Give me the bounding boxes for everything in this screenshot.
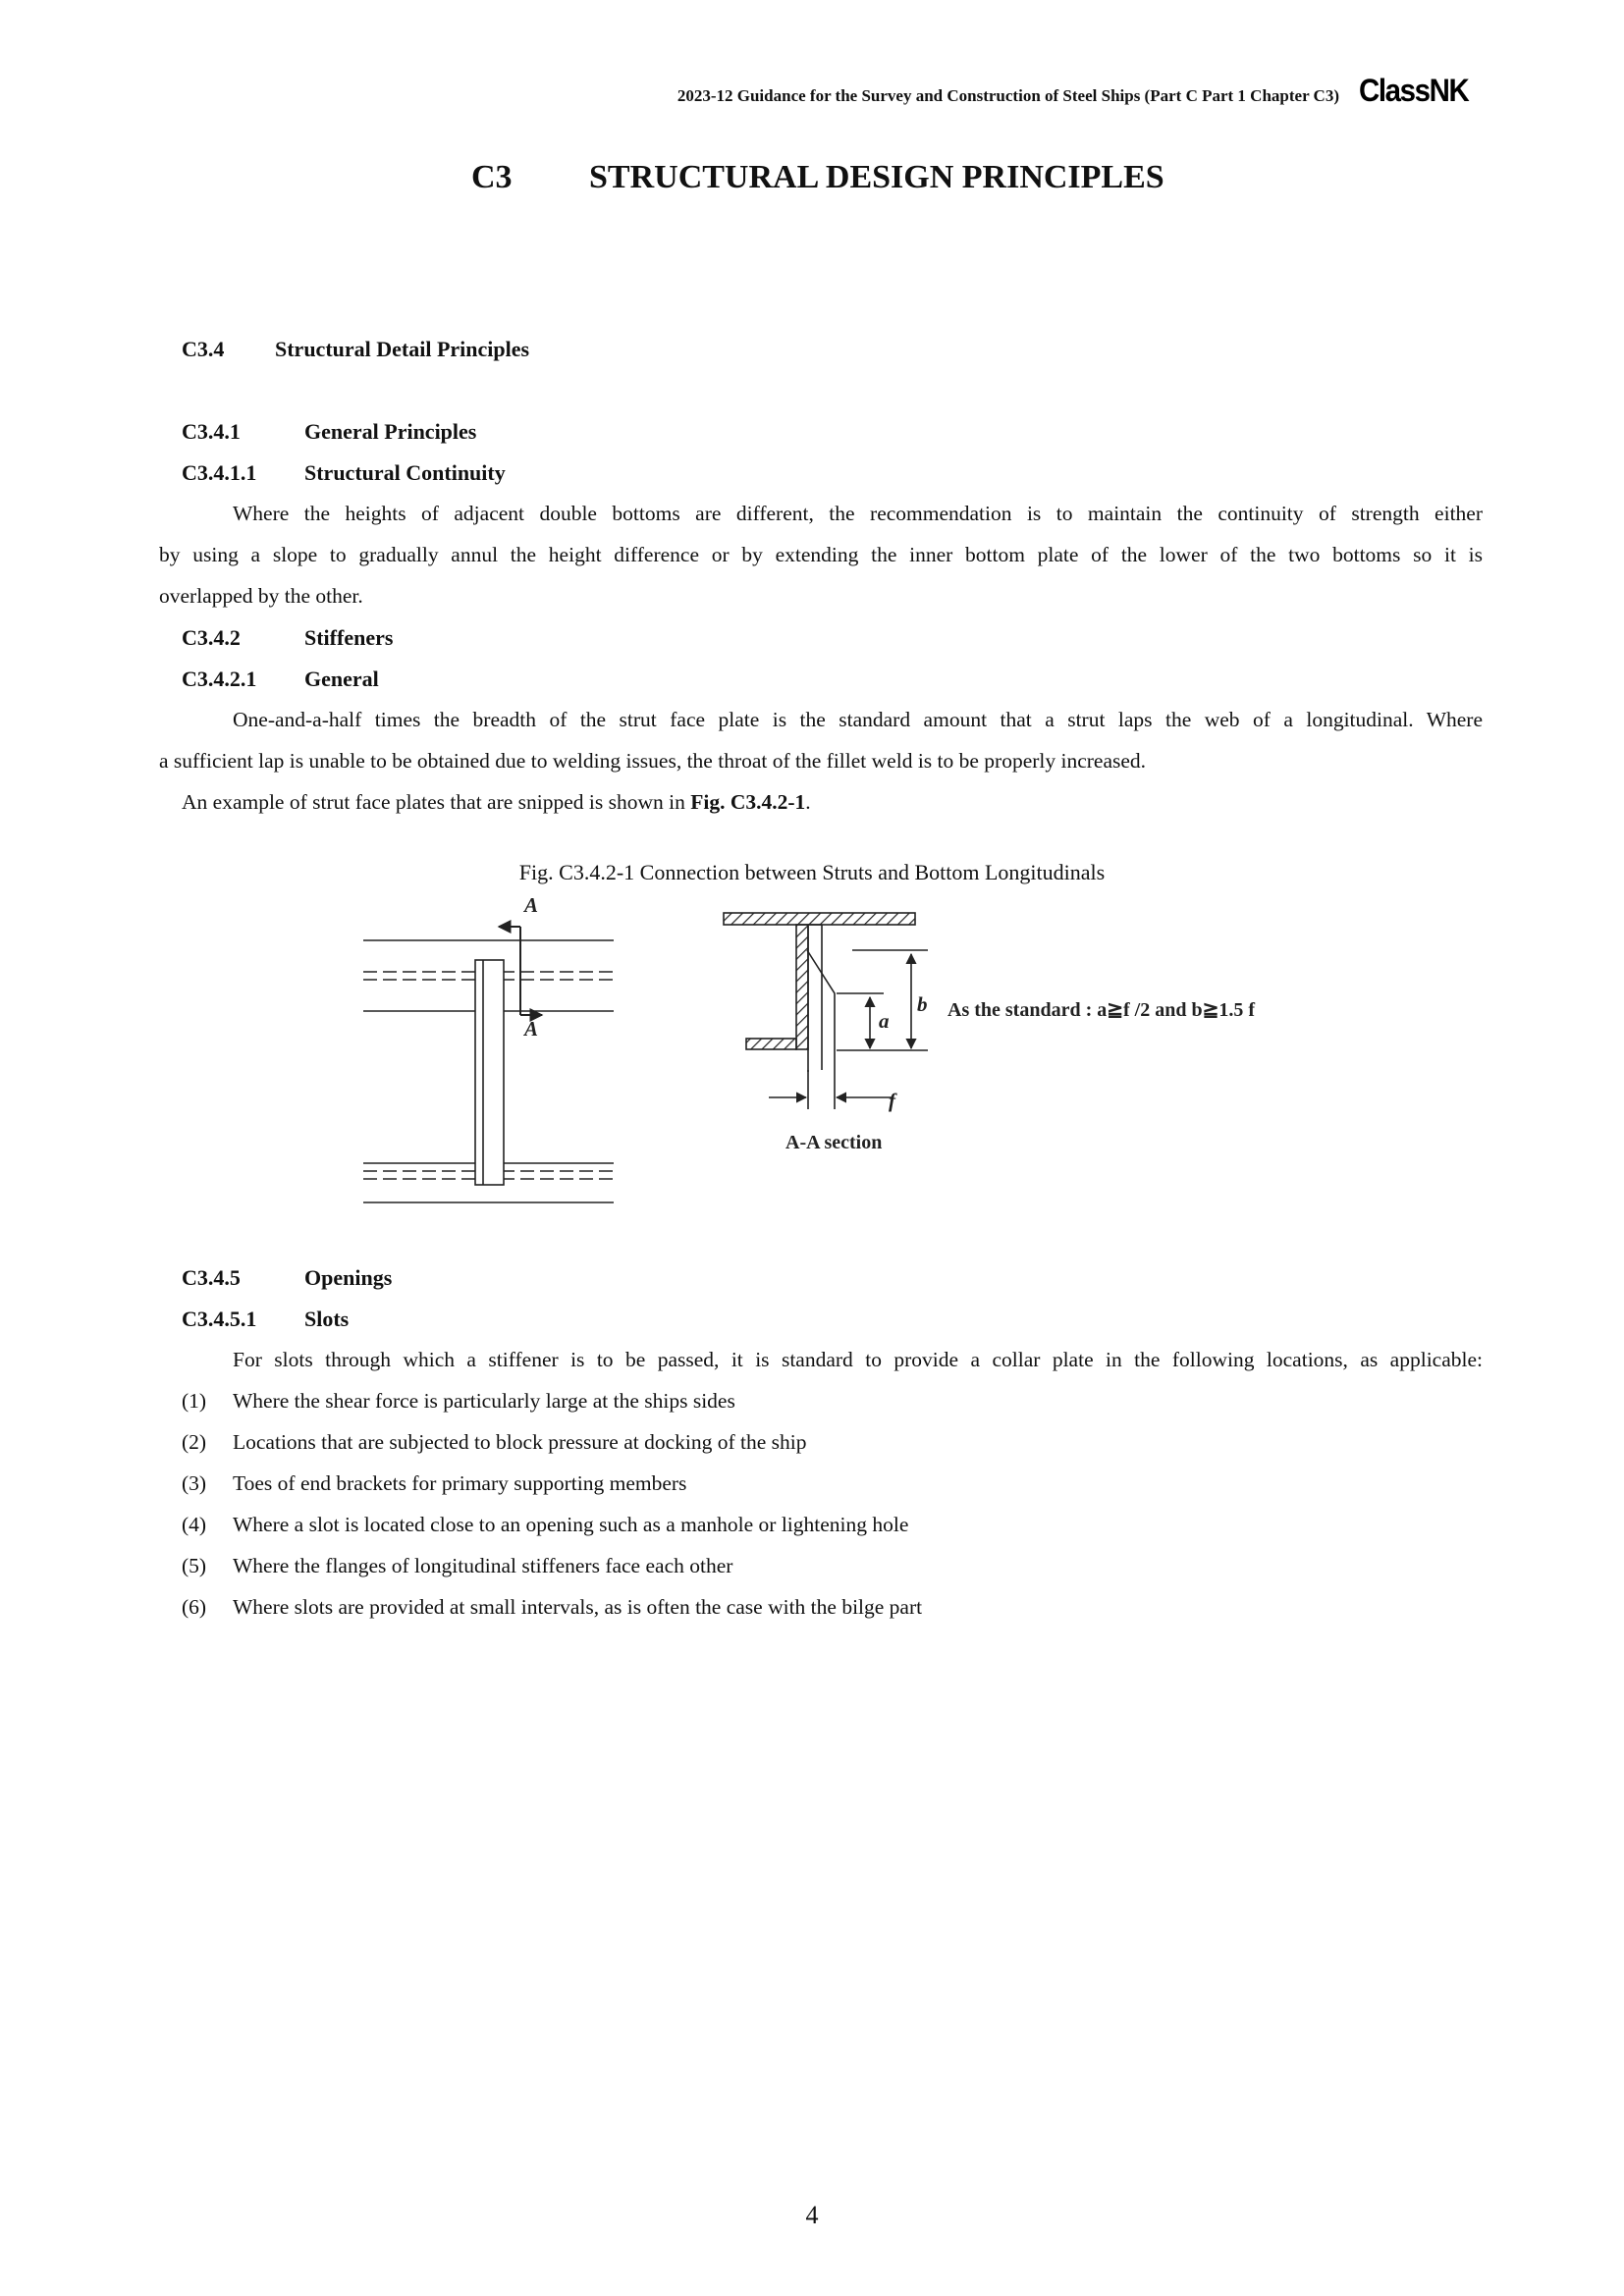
section-number-c3-4: C3.4 [182, 337, 225, 361]
paragraph-line: overlapped by the other. [159, 584, 363, 608]
classnk-logo: ClassNK [1359, 73, 1469, 108]
paragraph-line: Where the heights of adjacent double bottoms are different, the recommendation is to maintain the continuity of strength either [233, 502, 1483, 525]
section-name-label: A-A section [785, 1132, 883, 1153]
figure-caption: Fig. C3.4.2-1 Connection between Struts and Bottom Longitudinals [518, 860, 1106, 884]
paragraph-line: a sufficient lap is unable to be obtained due to welding issues, the throat of the fillet weld is to be properly increased. [159, 749, 1147, 773]
figure-reference-link[interactable]: Fig. C3.4.2-1 [690, 790, 806, 814]
list-item-number: (4) [182, 1513, 207, 1536]
dimension-f-label: f [889, 1089, 895, 1112]
list-item-number: (5) [182, 1554, 207, 1577]
list-item-text: Toes of end brackets for primary supporting members [233, 1471, 687, 1495]
list-item-number: (2) [182, 1430, 207, 1454]
plan-view [363, 927, 614, 1202]
paragraph-line: One-and-a-half times the breadth of the strut face plate is the standard amount that a strut laps the web of a longitudinal. Where [233, 708, 1483, 731]
reference-prefix: An example of strut face plates that are snipped is shown in [182, 790, 691, 814]
section-number-c3-4-1: C3.4.1 [182, 419, 241, 444]
running-header: 2023-12 Guidance for the Survey and Construction of Steel Ships (Part C Part 1 Chapter C3) [677, 86, 1339, 105]
slots-intro: For slots through which a stiffener is to be passed, it is standard to provide a collar plate in the following locations, as applicable: [233, 1348, 1483, 1371]
list-item-number: (6) [182, 1595, 207, 1619]
reference-suffix: . [805, 790, 811, 814]
list-item-text: Where a slot is located close to an opening such as a manhole or lightening hole [233, 1513, 909, 1536]
section-number-c3-4-2: C3.4.2 [182, 625, 241, 650]
list-item-text: Where the flanges of longitudinal stiffeners face each other [233, 1554, 733, 1577]
section-title-c3-4-2: Stiffeners [304, 625, 394, 650]
section-title-c3-4-1-1: Structural Continuity [304, 460, 506, 485]
section-title-c3-4-2-1: General [304, 667, 379, 691]
section-title-c3-4-5-1: Slots [304, 1307, 350, 1331]
chapter-number: C3 [471, 159, 513, 195]
dimension-b-label: b [917, 992, 928, 1016]
list-item-number: (3) [182, 1471, 207, 1495]
dimension-a-label: a [879, 1009, 890, 1033]
section-number-c3-4-1-1: C3.4.1.1 [182, 460, 257, 485]
list-item-text: Where the shear force is particularly large at the ships sides [233, 1389, 735, 1413]
standard-note: As the standard : a≧f /2 and b≧1.5 f [947, 999, 1255, 1021]
paragraph-line: by using a slope to gradually annul the height difference or by extending the inner bottom plate of the lower of the two bottoms so it is [159, 543, 1483, 566]
section-title-c3-4-5: Openings [304, 1265, 393, 1290]
list-item-text: Locations that are subjected to block pressure at docking of the ship [233, 1430, 807, 1454]
section-title-c3-4-1: General Principles [304, 419, 477, 444]
section-number-c3-4-5-1: C3.4.5.1 [182, 1307, 257, 1331]
section-title-c3-4: Structural Detail Principles [275, 337, 530, 361]
list-item-text: Where slots are provided at small intervals, as is often the case with the bilge part [233, 1595, 923, 1619]
section-number-c3-4-5: C3.4.5 [182, 1265, 241, 1290]
section-number-c3-4-2-1: C3.4.2.1 [182, 667, 257, 691]
page-number: 4 [805, 2201, 819, 2229]
section-view [724, 913, 928, 1109]
cut-label-bottom: A [524, 1017, 539, 1041]
cut-label-top: A [524, 893, 539, 917]
list-item-number: (1) [182, 1389, 207, 1413]
chapter-title: STRUCTURAL DESIGN PRINCIPLES [589, 159, 1164, 195]
